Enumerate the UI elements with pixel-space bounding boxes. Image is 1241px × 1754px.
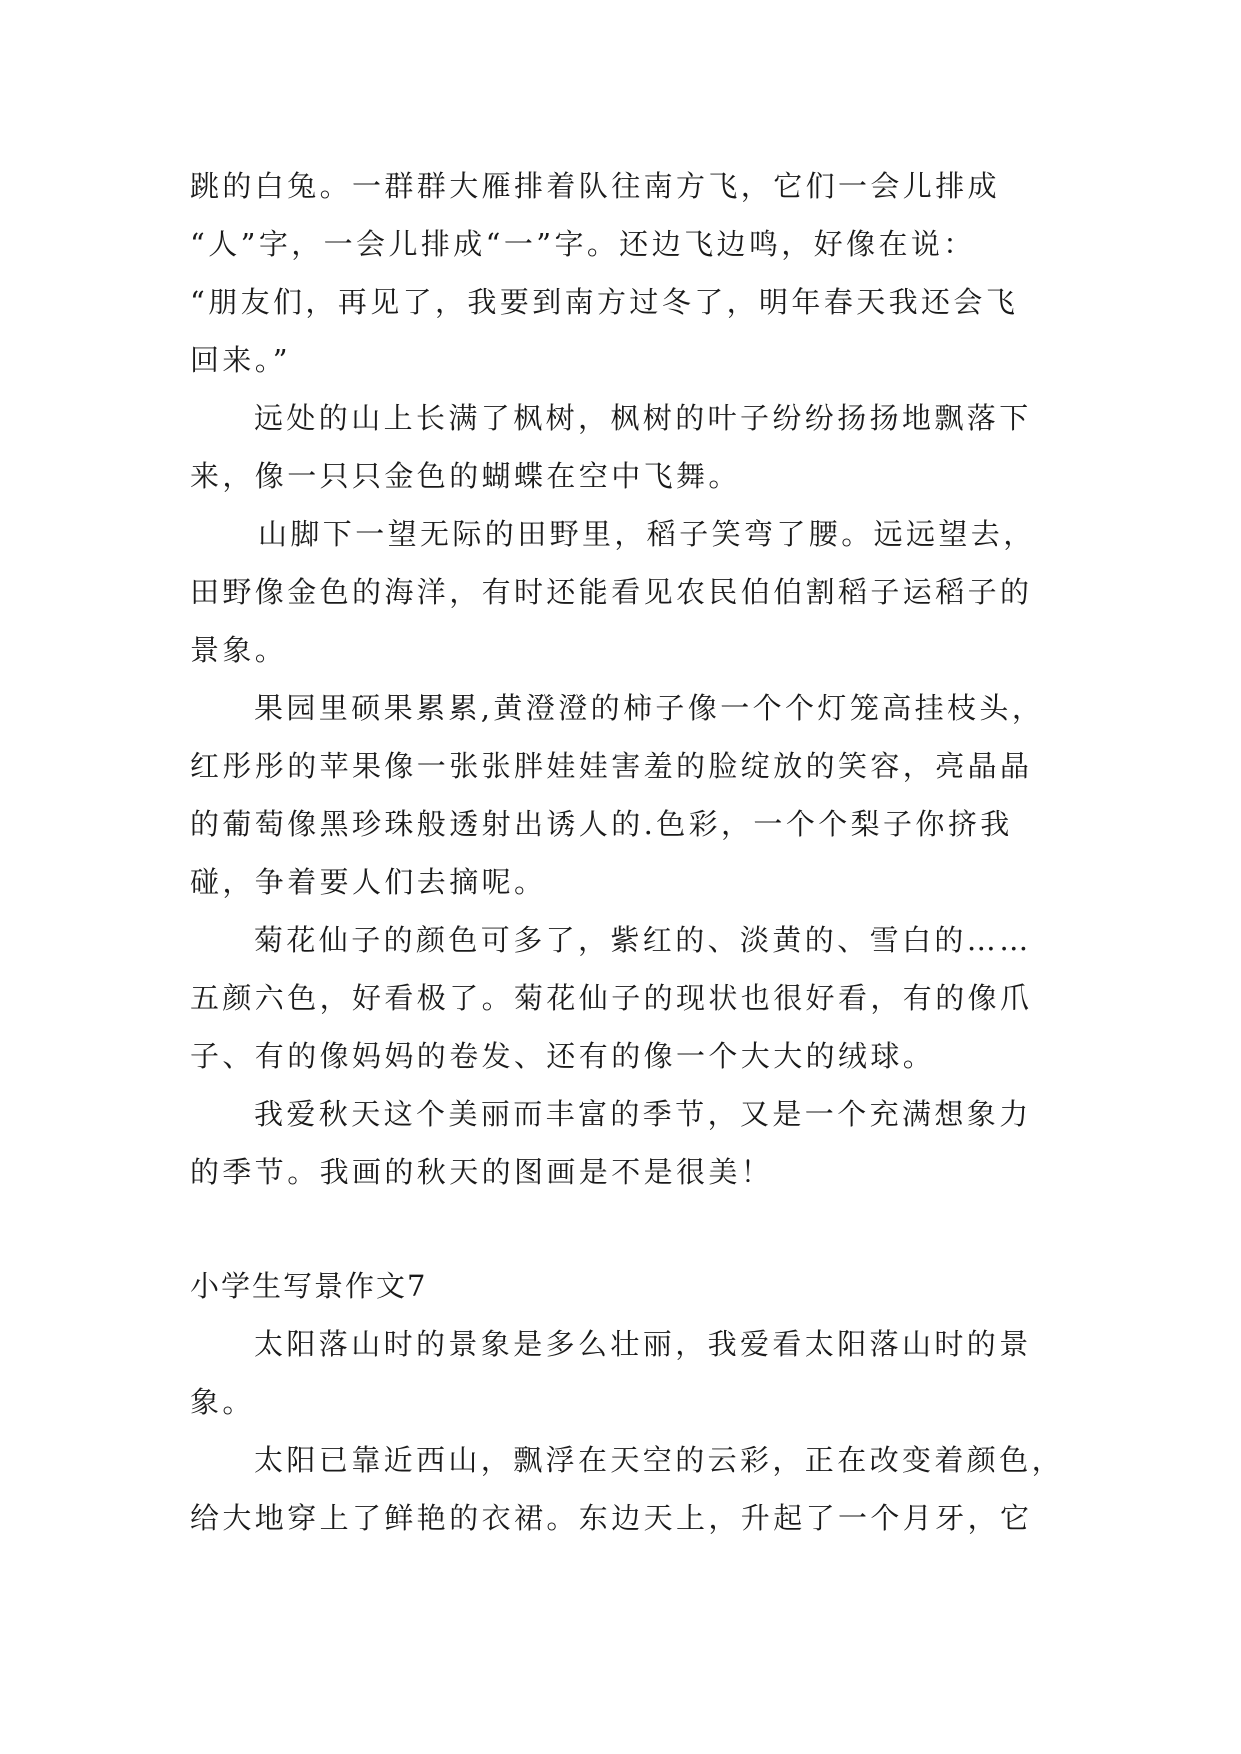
- paragraph-first-line: 山脚下一望无际的田野里，稻子笑弯了腰。远远望去，: [258, 517, 1036, 551]
- text-line: 子、有的像妈妈的卷发、还有的像一个大大的绒球。: [190, 1039, 936, 1073]
- text-line: 给大地穿上了鲜艳的衣裙。东边天上，升起了一个月牙，它: [190, 1501, 1033, 1535]
- text-line: 的季节。我画的秋天的图画是不是很美！: [190, 1155, 774, 1189]
- text-line: “朋友们，再见了，我要到南方过冬了，明年春天我还会飞: [190, 285, 1019, 319]
- text-line: 碰，争着要人们去摘呢。: [190, 865, 547, 899]
- text-line: 来，像一只只金色的蝴蝶在空中飞舞。: [190, 459, 741, 493]
- text-line: 的葡萄像黑珍珠般透射出诱人的.色彩，一个个梨子你挤我: [190, 807, 1013, 841]
- text-line: “人”字，一会儿排成“一”字。还边飞边鸣，好像在说：: [190, 227, 976, 261]
- paragraph-first-line: 我爱秋天这个美丽而丰富的季节，又是一个充满想象力: [254, 1097, 1032, 1131]
- paragraph-first-line: 菊花仙子的颜色可多了，紫红的、淡黄的、雪白的……: [254, 923, 1032, 957]
- text-line: 田野像金色的海洋，有时还能看见农民伯伯割稻子运稻子的: [190, 575, 1033, 609]
- text-line: 回来。”: [190, 343, 291, 377]
- paragraph-first-line: 太阳落山时的景象是多么壮丽，我爱看太阳落山时的景: [254, 1327, 1032, 1361]
- paragraph-first-line: 果园里硕果累累,黄澄澄的柿子像一个个灯笼高挂枝头，: [254, 691, 1045, 725]
- paragraph-first-line: 远处的山上长满了枫树，枫树的叶子纷纷扬扬地飘落下: [254, 401, 1032, 435]
- text-line: 红彤彤的苹果像一张张胖娃娃害羞的脸绽放的笑容，亮晶晶: [190, 749, 1033, 783]
- text-line: 五颜六色，好看极了。菊花仙子的现状也很好看，有的像爪: [190, 981, 1033, 1015]
- paragraph-first-line: 太阳已靠近西山，飘浮在天空的云彩，正在改变着颜色，: [254, 1443, 1065, 1477]
- section-heading: 小学生写景作文7: [190, 1269, 428, 1303]
- text-line: 景象。: [190, 633, 288, 667]
- text-line: 象。: [190, 1385, 255, 1419]
- text-line: 跳的白兔。一群群大雁排着队往南方飞，它们一会儿排成: [190, 169, 1001, 203]
